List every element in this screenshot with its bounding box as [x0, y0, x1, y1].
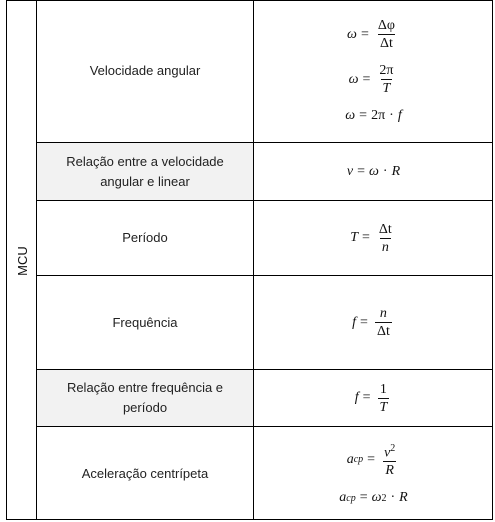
formula-omega-2pi-T: ω = $\frac{2\pi}{T}$ [348, 63, 394, 96]
row-description: Aceleração centrípeta [37, 427, 254, 520]
formula-omega-dphi-dt: ω = $\frac{\Delta\varphi}{\Delta t}$ [347, 18, 395, 51]
formula-f-n-dt: f = $\frac{n}{\Delta t}$ [352, 306, 390, 339]
formula-acp-v2-R: a cp = $\frac{v^2}{R}$ [346, 442, 396, 479]
formula-v-omega-R: v = ω · R [346, 163, 401, 179]
row-formulas [254, 276, 493, 369]
row-description: Relação entre frequência e período [37, 370, 254, 426]
table-row [37, 201, 493, 276]
row-description: Frequência [37, 276, 254, 369]
row-description: Velocidade angular [37, 0, 254, 142]
row-description: Relação entre a velocidade angular e linear [37, 143, 254, 200]
row-formulas [254, 427, 493, 520]
table-row [37, 0, 493, 143]
table-row [37, 143, 493, 201]
formula-acp-omega2-R: a cp = ω 2 · R [339, 490, 408, 506]
row-formulas [254, 0, 493, 142]
row-formulas [254, 201, 493, 275]
side-label-mcu: MCU [14, 246, 30, 276]
formula-omega-2pi-f: ω = 2π · f [345, 108, 402, 123]
formula-f-1-T: f = $\frac{1}{T}$ [354, 381, 388, 415]
row-description: Período [37, 201, 254, 275]
table-row [37, 427, 493, 520]
row-formulas [254, 370, 493, 426]
formula-T-dt-n: T = $\frac{\Delta t}{n}$ [350, 221, 392, 255]
table-row [37, 276, 493, 370]
table-row [37, 370, 493, 427]
row-formulas [254, 143, 493, 200]
